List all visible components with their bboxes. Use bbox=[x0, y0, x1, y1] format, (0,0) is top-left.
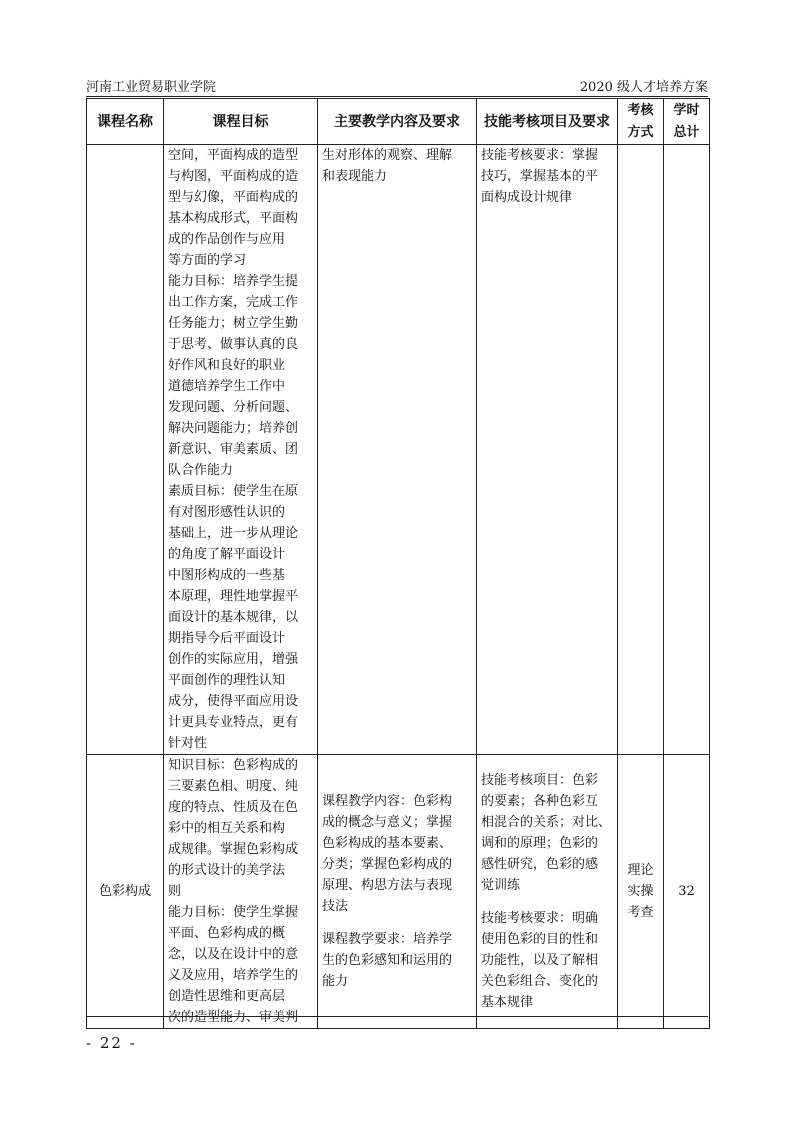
section-gap bbox=[322, 917, 472, 929]
course-goal-cell: 知识目标：色彩构成的 三要素色相、明度、纯 度的特点、性质及在色 彩中的相互关系和构 成规律。掌握色彩构成 的形式设计的美学法 则 能力目标：使学生掌握 平面、色彩构成的概 念，以及在设计中的意 义及应用，培养学生的 创造性思维和更高层 次的造型能力、审美判 bbox=[164, 755, 318, 1029]
table-row bbox=[87, 755, 710, 1029]
page-header bbox=[86, 76, 708, 96]
table-row bbox=[87, 145, 710, 755]
table-header-row bbox=[87, 99, 710, 145]
school-name: 河南工业贸易职业学院 bbox=[86, 80, 217, 95]
skill-cell bbox=[477, 755, 618, 1029]
skill-requirement-section: 技能考核要求：明确 使用色彩的目的性和 功能性，以及了解相 关色彩组合、变化的 基本规律 bbox=[481, 911, 599, 1010]
course-goal-cell: 空间，平面构成的造型 与构图，平面构成的造 型与幻像，平面构成的 基本构成形式，平面构 成的作品创作与应用 等方面的学习 能力目标：培养学生提 出工作方案，完成工作 任务能力；树立学生勤 于思考、做事认真的良 好作风和良好的职业 道德培养学生工作中 发现问题、分析问题、 解决问题能力；培养创 新意识、审美素质、团 队合作能力 素质目标：使学生在原 有对图形感性认识的 基础上，进一步从理论 的角度了解平面设计 中图形构成的一些基 本原理，理性地掌握平 面设计的基本规律，以 期指导今后平面设计 创作的实际应用，增强 平面创作的理性认知 成分，使得平面应用设 计更具专业特点，更有 针对性 bbox=[164, 145, 318, 755]
skill-cell: 技能考核要求：掌握 技巧，掌握基本的平 面构成设计规律 bbox=[477, 145, 618, 755]
page-number: - 22 - bbox=[86, 1034, 137, 1052]
main-content-cell: 生对形体的观察、理解 和表现能力 bbox=[318, 145, 477, 755]
header-course-goal: 课程目标 bbox=[164, 99, 318, 145]
course-name-cell: 色彩构成 bbox=[87, 755, 164, 1029]
hours-cell: 32 bbox=[664, 755, 710, 1029]
header-hours-total: 学时 总计 bbox=[664, 99, 710, 145]
header-skill-assessment: 技能考核项目及要求 bbox=[477, 99, 618, 145]
table-bottom-rule bbox=[86, 1016, 708, 1017]
header-main-content: 主要教学内容及要求 bbox=[318, 99, 477, 145]
skill-items-section: 技能考核项目：色彩 的要素；各种色彩互 相混合的关系；对比、 调和的原理；色彩的 感性研究，色彩的感 觉训练 bbox=[481, 773, 612, 893]
plan-title: 2020 级人才培养方案 bbox=[579, 80, 708, 95]
header-exam-method: 考核 方式 bbox=[618, 99, 664, 145]
main-content-cell bbox=[318, 755, 477, 1029]
section-gap bbox=[481, 896, 613, 908]
course-name-cell bbox=[87, 145, 164, 755]
course-table bbox=[86, 98, 710, 1029]
requirement-section: 课程教学要求：培养学 生的色彩感知和运用的 能力 bbox=[322, 932, 453, 989]
hours-cell bbox=[664, 145, 710, 755]
header-divider bbox=[86, 96, 708, 97]
content-section: 课程教学内容：色彩构 成的概念与意义；掌握 色彩构成的基本要素、 分类；掌握色彩构成的 原理、构思方法与表现 技法 bbox=[322, 794, 453, 914]
exam-method-cell bbox=[618, 145, 664, 755]
header-course-name: 课程名称 bbox=[87, 99, 164, 145]
exam-method-cell: 理论 实操 考查 bbox=[618, 755, 664, 1029]
